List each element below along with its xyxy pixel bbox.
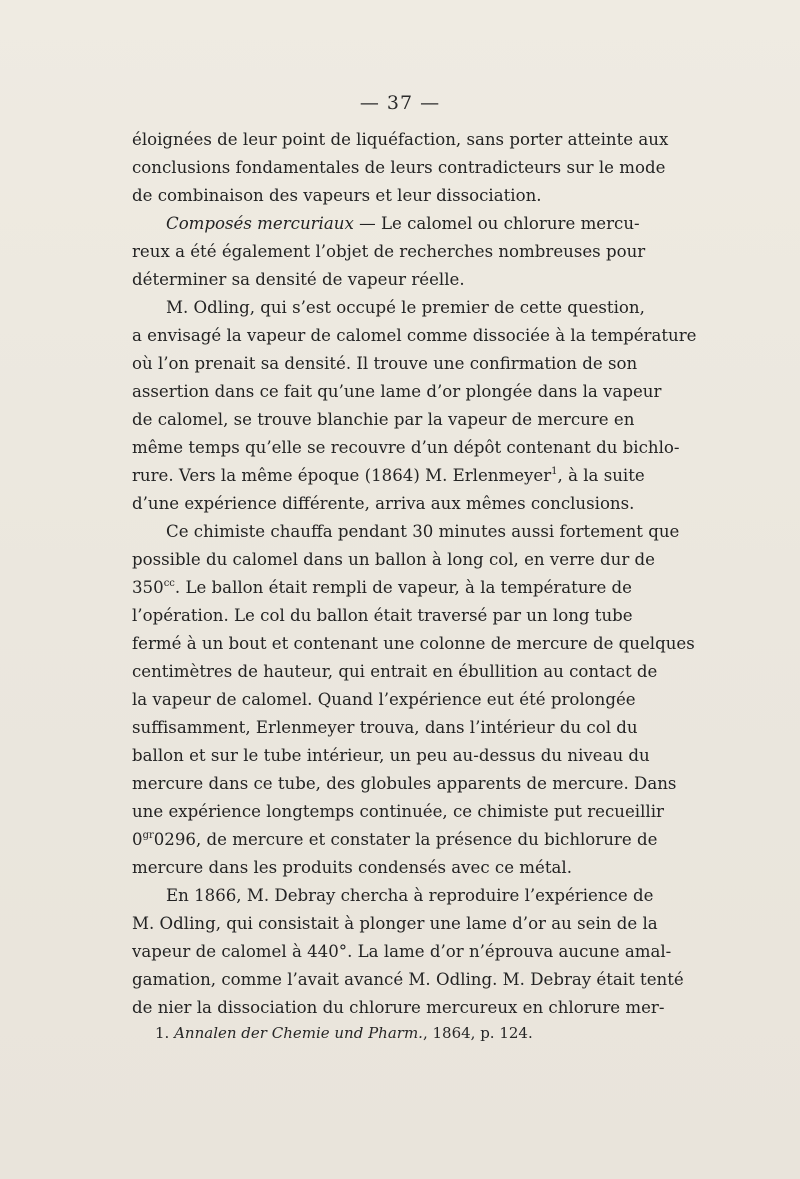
text-fragment: . Le ballon était rempli de vapeur, à la température de [174, 578, 632, 597]
text-line [132, 826, 658, 854]
section-heading: Composés mercuriaux [166, 214, 354, 233]
text-line: éloignées de leur point de liquéfaction, sans porter atteinte aux [132, 130, 669, 149]
text-line: conclusions fondamentales de leurs contradicteurs sur le mode [132, 158, 666, 177]
unit-superscript: cc [163, 578, 175, 589]
text-line: vapeur de calomel à 440°. La lame d’or n’éprouva aucune amal- [132, 942, 672, 961]
text-line: mercure dans ce tube, des globules apparents de mercure. Dans [132, 774, 677, 793]
text-fragment: , à la suite [557, 466, 645, 485]
footnote-source: Annalen der Chemie und Pharm. [174, 1024, 423, 1042]
text-line: gamation, comme l’avait avancé M. Odling. M. Debray était tenté [132, 970, 684, 989]
text-line: mercure dans les produits condensés avec ce métal. [132, 858, 572, 877]
page-number: — 37 — [359, 92, 441, 114]
text-line: Ce chimiste chauffa pendant 30 minutes aussi fortement que [166, 522, 680, 541]
text-line: M. Odling, qui s’est occupé le premier de cette question, [166, 298, 645, 317]
unit-superscript: gr [142, 830, 154, 841]
text-line: l’opération. Le col du ballon était traversé par un long tube [132, 606, 633, 625]
footnote-marker: 1. [155, 1024, 170, 1042]
footnote [155, 1024, 533, 1042]
text-line: assertion dans ce fait qu’une lame d’or plongée dans la vapeur [132, 382, 662, 401]
footnote-ref: 1 [551, 466, 558, 477]
text-line: suffisamment, Erlenmeyer trouva, dans l’intérieur du col du [132, 718, 638, 737]
footnote-details: , 1864, p. 124. [422, 1024, 533, 1042]
text-line: où l’on prenait sa densité. Il trouve une confirmation de son [132, 354, 638, 373]
text-line [132, 574, 632, 602]
section-heading-line [132, 210, 640, 238]
text-line: M. Odling, qui consistait à plonger une lame d’or au sein de la [132, 914, 658, 933]
text-line: reux a été également l’objet de recherches nombreuses pour [132, 242, 646, 261]
text-line: d’une expérience différente, arriva aux mêmes conclusions. [132, 494, 635, 513]
text-line: même temps qu’elle se recouvre d’un dépôt contenant du bichlo- [132, 438, 680, 457]
text-fragment: rure. Vers la même époque (1864) M. Erlenmeyer [132, 466, 552, 485]
text-line: la vapeur de calomel. Quand l’expérience eut été prolongée [132, 690, 636, 709]
text-line: En 1866, M. Debray chercha à reproduire l’expérience de [166, 886, 654, 905]
text-line: de nier la dissociation du chlorure mercureux en chlorure mer- [132, 998, 665, 1017]
text-fragment: — Le calomel ou chlorure mercu- [353, 214, 640, 233]
text-fragment: 350 [132, 578, 164, 597]
text-line: de combinaison des vapeurs et leur dissociation. [132, 186, 542, 205]
text-line: centimètres de hauteur, qui entrait en ébullition au contact de [132, 662, 658, 681]
text-line: de calomel, se trouve blanchie par la vapeur de mercure en [132, 410, 635, 429]
text-fragment: 0296, de mercure et constater la présence du bichlorure de [153, 830, 658, 849]
text-line: ballon et sur le tube intérieur, un peu au-dessus du niveau du [132, 746, 650, 765]
text-line: possible du calomel dans un ballon à long col, en verre dur de [132, 550, 655, 569]
text-line: une expérience longtemps continuée, ce chimiste put recueillir [132, 802, 664, 821]
text-line [132, 462, 645, 490]
text-line: déterminer sa densité de vapeur réelle. [132, 270, 465, 289]
text-line: fermé à un bout et contenant une colonne de mercure de quelques [132, 634, 695, 653]
text-fragment: 0 [132, 830, 143, 849]
text-line: a envisagé la vapeur de calomel comme dissociée à la température [132, 326, 697, 345]
body-text [132, 126, 697, 1022]
